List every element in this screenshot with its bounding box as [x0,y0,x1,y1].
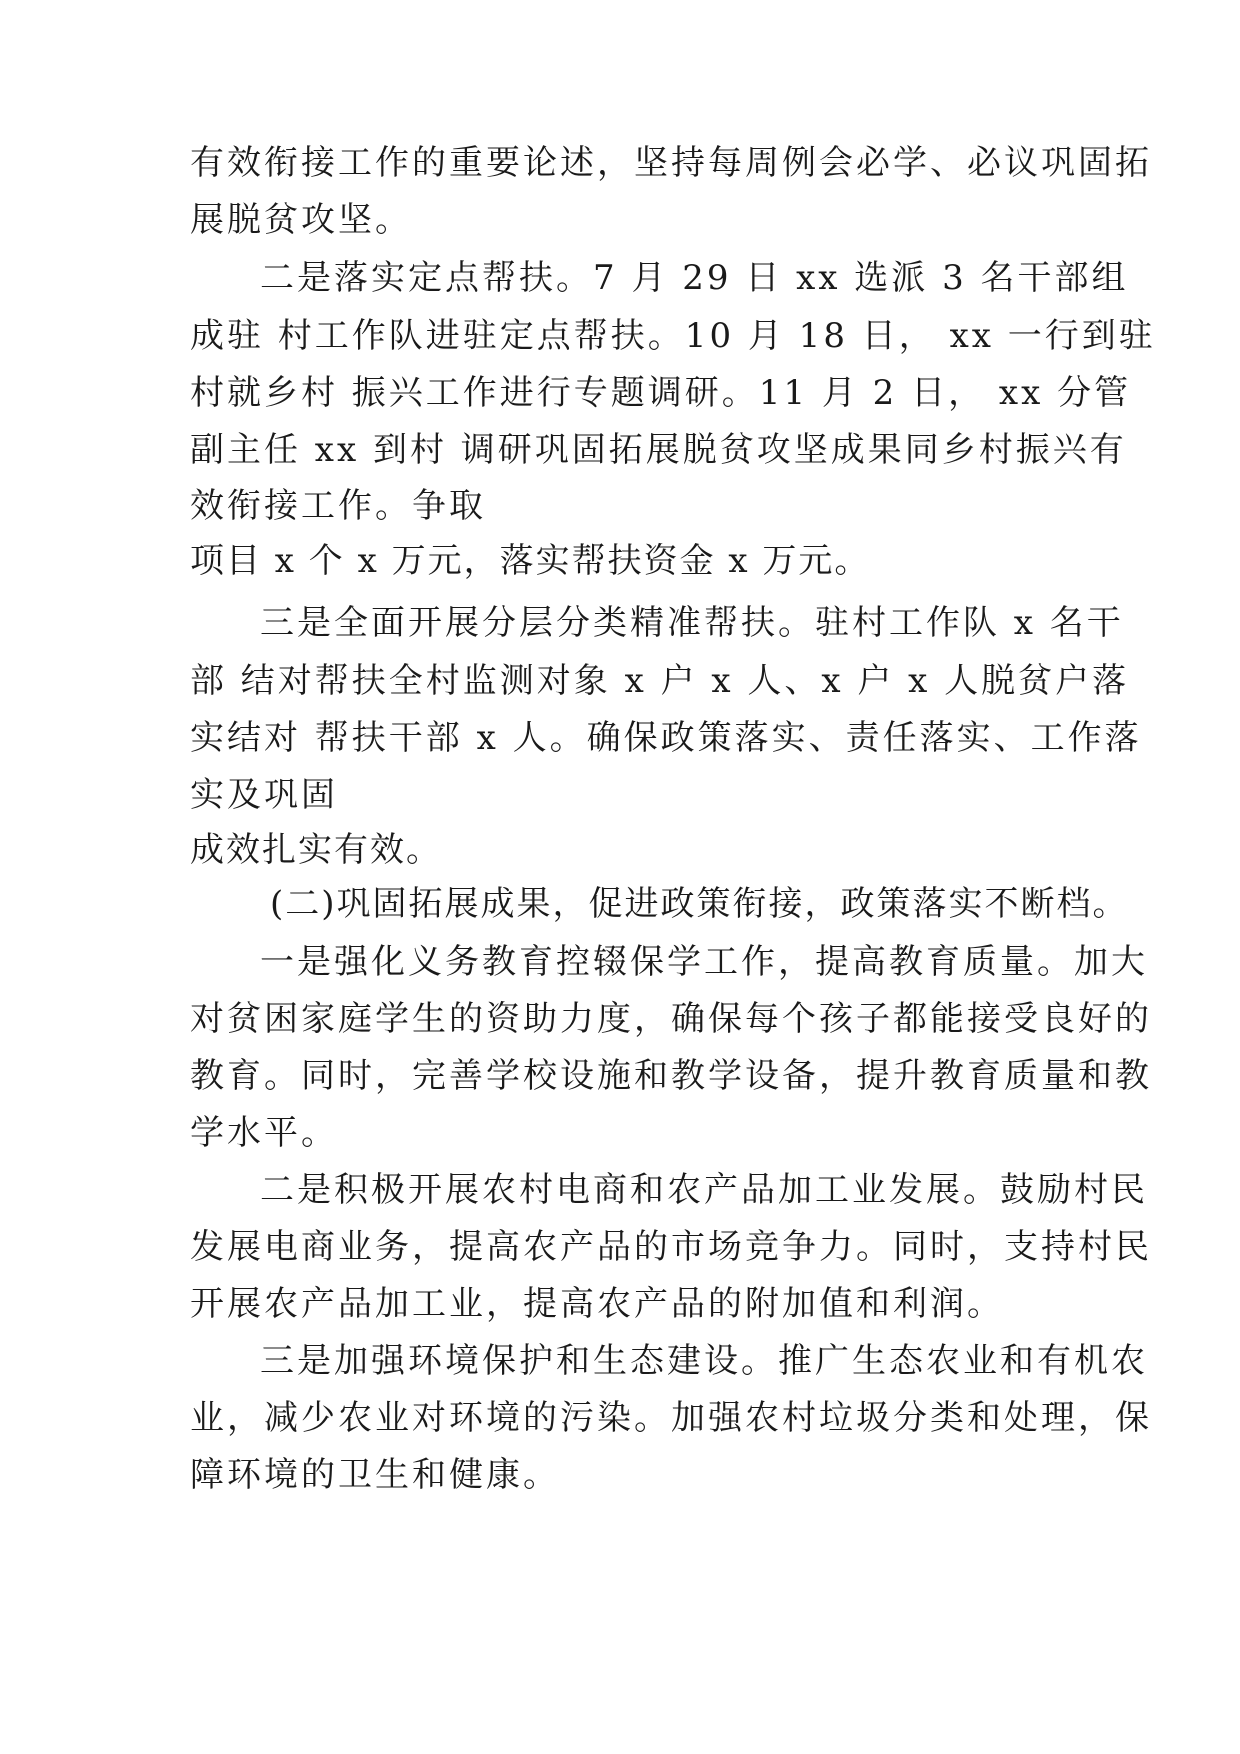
text-line: 学水平。 [190,1113,338,1153]
text-line: 有效衔接工作的重要论述，坚持每周例会必学、必议巩固拓 [190,143,1152,183]
text-line: 障环境的卫生和健康。 [190,1455,560,1495]
text-line: 业，减少农业对环境的污染。加强农村垃圾分类和处理，保 [190,1398,1152,1438]
text-line: 村就乡村 振兴工作进行专题调研。11 月 2 日， xx 分管 [190,373,1132,413]
section-heading: (二)巩固拓展成果，促进政策衔接，政策落实不断档。 [270,884,1129,924]
text-line: 部 结对帮扶全村监测对象 x 户 x 人、x 户 x 人脱贫户落 [190,661,1130,701]
paragraph-first-line: 二是落实定点帮扶。7 月 29 日 xx 选派 3 名干部组 [260,258,1129,298]
text-line: 教育。同时，完善学校设施和教学设备，提升教育质量和教 [190,1056,1152,1096]
text-line: 效衔接工作。争取 [190,486,486,526]
text-line: 副主任 xx 到村 调研巩固拓展脱贫攻坚成果同乡村振兴有 [190,430,1127,470]
text-line: 展脱贫攻坚。 [190,200,412,240]
text-line: 发展电商业务，提高农产品的市场竞争力。同时，支持村民 [190,1227,1152,1267]
text-line: 实结对 帮扶干部 x 人。确保政策落实、责任落实、工作落 [190,718,1142,758]
paragraph-first-line: 二是积极开展农村电商和农产品加工业发展。鼓励村民 [260,1170,1148,1210]
text-line: 对贫困家庭学生的资助力度，确保每个孩子都能接受良好的 [190,999,1152,1039]
text-line: 成驻 村工作队进驻定点帮扶。10 月 18 日， xx 一行到驻 [190,316,1156,356]
paragraph-first-line: 三是加强环境保护和生态建设。推广生态农业和有机农 [260,1341,1148,1381]
paragraph-first-line: 三是全面开展分层分类精准帮扶。驻村工作队 x 名干 [260,603,1124,643]
text-line: 实及巩固 [190,775,338,815]
text-line: 开展农产品加工业，提高农产品的附加值和利润。 [190,1284,1004,1324]
text-line: 成效扎实有效。 [190,830,442,870]
paragraph-first-line: 一是强化义务教育控辍保学工作，提高教育质量。加大 [260,942,1148,982]
text-line: 项目 x 个 x 万元，落实帮扶资金 x 万元。 [190,541,871,581]
